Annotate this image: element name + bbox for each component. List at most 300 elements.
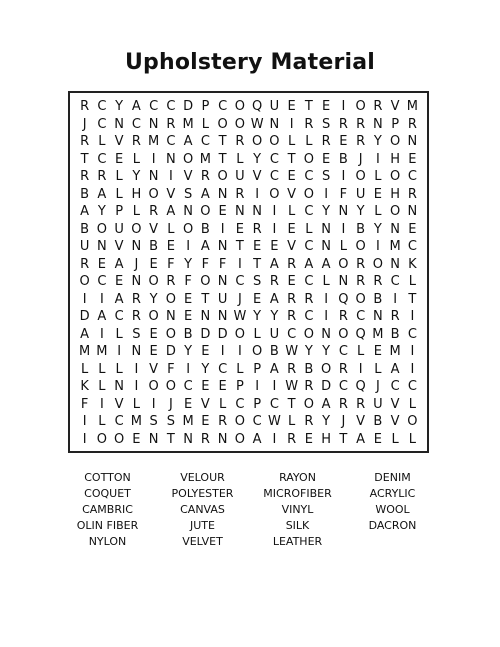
grid-cell[interactable]: E: [201, 344, 210, 360]
grid-cell[interactable]: R: [200, 431, 210, 447]
grid-cell[interactable]: A: [80, 326, 90, 342]
grid-cell[interactable]: E: [253, 291, 262, 307]
grid-cell[interactable]: R: [131, 291, 141, 307]
grid-cell[interactable]: Q: [355, 379, 366, 395]
grid-cell[interactable]: E: [149, 256, 158, 272]
grid-cell[interactable]: T: [218, 151, 227, 167]
grid-cell[interactable]: L: [339, 239, 347, 255]
grid-cell[interactable]: Y: [373, 134, 382, 150]
grid-cell[interactable]: I: [82, 414, 87, 430]
grid-cell[interactable]: A: [356, 431, 366, 447]
grid-cell[interactable]: R: [338, 396, 348, 412]
grid-cell[interactable]: O: [355, 99, 366, 115]
grid-cell[interactable]: C: [338, 379, 348, 395]
grid-cell[interactable]: I: [237, 256, 242, 272]
grid-cell[interactable]: J: [134, 256, 139, 272]
grid-cell[interactable]: C: [149, 99, 159, 115]
grid-cell[interactable]: I: [341, 99, 346, 115]
grid-cell[interactable]: H: [390, 186, 401, 202]
grid-cell[interactable]: C: [97, 151, 107, 167]
grid-cell[interactable]: C: [252, 414, 262, 430]
grid-cell[interactable]: E: [149, 344, 158, 360]
grid-cell[interactable]: P: [115, 204, 124, 220]
grid-cell[interactable]: R: [287, 361, 297, 377]
grid-cell[interactable]: W: [250, 116, 264, 132]
grid-cell[interactable]: A: [200, 186, 210, 202]
grid-cell[interactable]: C: [338, 344, 348, 360]
grid-cell[interactable]: I: [289, 116, 294, 132]
grid-cell[interactable]: E: [373, 344, 382, 360]
grid-cell[interactable]: N: [338, 274, 349, 290]
grid-cell[interactable]: R: [235, 134, 245, 150]
grid-cell[interactable]: F: [80, 396, 89, 412]
grid-cell[interactable]: O: [165, 326, 176, 342]
grid-cell[interactable]: Y: [356, 204, 365, 220]
grid-cell[interactable]: C: [269, 169, 279, 185]
grid-cell[interactable]: L: [305, 134, 313, 150]
grid-cell[interactable]: O: [148, 186, 159, 202]
grid-cell[interactable]: U: [269, 99, 280, 115]
grid-cell[interactable]: I: [375, 239, 380, 255]
grid-cell[interactable]: E: [287, 221, 296, 237]
grid-cell[interactable]: O: [355, 291, 366, 307]
grid-cell[interactable]: U: [235, 169, 245, 185]
grid-cell[interactable]: I: [117, 344, 122, 360]
grid-cell[interactable]: L: [115, 186, 123, 202]
grid-cell[interactable]: R: [287, 291, 297, 307]
grid-cell[interactable]: W: [285, 344, 299, 360]
grid-cell[interactable]: N: [166, 309, 176, 325]
grid-cell[interactable]: M: [96, 344, 108, 360]
grid-cell[interactable]: Y: [322, 414, 331, 430]
grid-cell[interactable]: M: [182, 414, 194, 430]
grid-cell[interactable]: O: [303, 396, 314, 412]
grid-cell[interactable]: V: [390, 414, 400, 430]
grid-cell[interactable]: N: [321, 221, 331, 237]
grid-cell[interactable]: A: [321, 256, 331, 272]
grid-cell[interactable]: M: [389, 239, 401, 255]
grid-cell[interactable]: O: [165, 291, 176, 307]
grid-cell[interactable]: P: [201, 99, 210, 115]
grid-cell[interactable]: O: [390, 204, 401, 220]
grid-cell[interactable]: T: [201, 291, 210, 307]
grid-cell[interactable]: K: [80, 379, 89, 395]
grid-cell[interactable]: I: [186, 239, 191, 255]
grid-cell[interactable]: E: [408, 151, 417, 167]
grid-cell[interactable]: C: [304, 204, 314, 220]
grid-cell[interactable]: Y: [184, 256, 193, 272]
grid-cell[interactable]: O: [372, 256, 383, 272]
grid-cell[interactable]: N: [183, 431, 193, 447]
grid-cell[interactable]: R: [287, 256, 297, 272]
grid-cell[interactable]: I: [186, 361, 191, 377]
grid-cell[interactable]: T: [287, 396, 296, 412]
grid-cell[interactable]: I: [151, 396, 156, 412]
grid-cell[interactable]: O: [234, 431, 245, 447]
grid-cell[interactable]: N: [407, 134, 418, 150]
grid-cell[interactable]: R: [338, 361, 348, 377]
grid-cell[interactable]: R: [356, 134, 366, 150]
grid-cell[interactable]: O: [217, 116, 228, 132]
grid-cell[interactable]: A: [269, 361, 279, 377]
grid-cell[interactable]: A: [114, 256, 124, 272]
grid-cell[interactable]: D: [321, 379, 332, 395]
grid-cell[interactable]: R: [80, 256, 90, 272]
grid-cell[interactable]: Y: [132, 169, 141, 185]
grid-cell[interactable]: E: [373, 186, 382, 202]
grid-cell[interactable]: B: [356, 221, 366, 237]
grid-cell[interactable]: V: [356, 414, 366, 430]
grid-cell[interactable]: T: [235, 239, 244, 255]
grid-cell[interactable]: O: [183, 221, 194, 237]
grid-cell[interactable]: T: [408, 291, 417, 307]
grid-cell[interactable]: M: [79, 344, 91, 360]
grid-cell[interactable]: C: [407, 326, 417, 342]
grid-cell[interactable]: S: [252, 274, 262, 290]
grid-cell[interactable]: R: [304, 379, 314, 395]
grid-cell[interactable]: V: [149, 221, 159, 237]
grid-cell[interactable]: M: [372, 326, 384, 342]
grid-cell[interactable]: O: [148, 309, 159, 325]
grid-cell[interactable]: D: [165, 344, 176, 360]
grid-cell[interactable]: N: [321, 239, 331, 255]
grid-cell[interactable]: F: [184, 274, 192, 290]
grid-cell[interactable]: R: [338, 116, 348, 132]
grid-cell[interactable]: E: [218, 204, 227, 220]
grid-cell[interactable]: U: [373, 396, 383, 412]
grid-cell[interactable]: I: [375, 151, 380, 167]
grid-cell[interactable]: D: [183, 99, 194, 115]
grid-cell[interactable]: O: [269, 134, 280, 150]
grid-cell[interactable]: O: [234, 116, 245, 132]
grid-cell[interactable]: E: [287, 274, 296, 290]
grid-cell[interactable]: R: [80, 134, 90, 150]
grid-cell[interactable]: I: [410, 344, 415, 360]
grid-cell[interactable]: A: [304, 256, 314, 272]
grid-cell[interactable]: O: [355, 169, 366, 185]
grid-cell[interactable]: N: [217, 186, 228, 202]
grid-cell[interactable]: N: [183, 204, 193, 220]
grid-cell[interactable]: J: [341, 414, 346, 430]
grid-cell[interactable]: E: [97, 256, 106, 272]
grid-cell[interactable]: Y: [115, 99, 124, 115]
grid-cell[interactable]: L: [305, 221, 313, 237]
grid-cell[interactable]: C: [235, 274, 245, 290]
grid-cell[interactable]: R: [304, 414, 314, 430]
grid-cell[interactable]: Y: [304, 344, 313, 360]
grid-cell[interactable]: S: [321, 116, 331, 132]
grid-cell[interactable]: N: [217, 239, 228, 255]
grid-cell[interactable]: O: [183, 151, 194, 167]
grid-cell[interactable]: E: [184, 309, 193, 325]
grid-cell[interactable]: N: [148, 169, 159, 185]
grid-cell[interactable]: C: [304, 274, 314, 290]
grid-cell[interactable]: R: [373, 99, 383, 115]
grid-cell[interactable]: M: [389, 344, 401, 360]
grid-cell[interactable]: R: [287, 431, 297, 447]
grid-cell[interactable]: O: [338, 326, 349, 342]
grid-cell[interactable]: E: [184, 396, 193, 412]
grid-cell[interactable]: A: [131, 99, 141, 115]
grid-cell[interactable]: O: [303, 151, 314, 167]
grid-cell[interactable]: I: [324, 186, 329, 202]
grid-cell[interactable]: E: [235, 221, 244, 237]
grid-cell[interactable]: R: [166, 116, 176, 132]
grid-cell[interactable]: E: [339, 134, 348, 150]
grid-cell[interactable]: E: [322, 99, 331, 115]
grid-cell[interactable]: R: [200, 169, 210, 185]
grid-cell[interactable]: N: [217, 274, 228, 290]
grid-cell[interactable]: O: [217, 169, 228, 185]
grid-cell[interactable]: M: [182, 116, 194, 132]
grid-cell[interactable]: P: [253, 396, 262, 412]
grid-cell[interactable]: C: [390, 274, 400, 290]
grid-cell[interactable]: B: [200, 221, 210, 237]
grid-cell[interactable]: L: [98, 134, 106, 150]
grid-cell[interactable]: I: [237, 344, 242, 360]
grid-cell[interactable]: O: [165, 379, 176, 395]
grid-cell[interactable]: C: [407, 169, 417, 185]
grid-cell[interactable]: N: [390, 221, 400, 237]
grid-cell[interactable]: L: [132, 204, 140, 220]
grid-cell[interactable]: C: [304, 309, 314, 325]
grid-cell[interactable]: I: [272, 431, 277, 447]
grid-cell[interactable]: Q: [252, 99, 263, 115]
grid-cell[interactable]: R: [97, 169, 107, 185]
grid-cell[interactable]: N: [235, 204, 245, 220]
grid-cell[interactable]: S: [183, 186, 193, 202]
grid-cell[interactable]: I: [272, 221, 277, 237]
grid-cell[interactable]: I: [341, 169, 346, 185]
grid-cell[interactable]: H: [131, 186, 142, 202]
grid-cell[interactable]: N: [131, 239, 142, 255]
grid-cell[interactable]: L: [132, 396, 140, 412]
grid-cell[interactable]: M: [130, 414, 142, 430]
grid-cell[interactable]: B: [373, 414, 383, 430]
grid-cell[interactable]: L: [236, 361, 244, 377]
grid-cell[interactable]: L: [408, 396, 416, 412]
grid-cell[interactable]: R: [407, 116, 417, 132]
grid-cell[interactable]: L: [98, 414, 106, 430]
grid-cell[interactable]: O: [338, 256, 349, 272]
grid-cell[interactable]: T: [80, 151, 89, 167]
grid-cell[interactable]: C: [218, 361, 228, 377]
grid-cell[interactable]: S: [321, 169, 331, 185]
grid-cell[interactable]: I: [255, 379, 260, 395]
grid-cell[interactable]: L: [322, 274, 330, 290]
grid-cell[interactable]: L: [132, 151, 140, 167]
grid-cell[interactable]: I: [151, 151, 156, 167]
grid-cell[interactable]: R: [356, 274, 366, 290]
grid-cell[interactable]: L: [288, 204, 296, 220]
grid-cell[interactable]: R: [166, 274, 176, 290]
grid-cell[interactable]: E: [149, 326, 158, 342]
grid-cell[interactable]: N: [407, 204, 418, 220]
grid-cell[interactable]: O: [355, 239, 366, 255]
grid-cell[interactable]: C: [269, 396, 279, 412]
grid-cell[interactable]: N: [217, 309, 228, 325]
grid-cell[interactable]: L: [167, 221, 175, 237]
grid-cell[interactable]: F: [339, 186, 348, 202]
grid-cell[interactable]: S: [132, 326, 141, 342]
grid-cell[interactable]: I: [99, 396, 104, 412]
grid-cell[interactable]: L: [98, 361, 106, 377]
grid-cell[interactable]: I: [410, 361, 415, 377]
grid-cell[interactable]: C: [304, 169, 314, 185]
grid-cell[interactable]: L: [201, 116, 209, 132]
grid-cell[interactable]: L: [408, 274, 416, 290]
grid-cell[interactable]: E: [166, 239, 175, 255]
grid-cell[interactable]: N: [373, 116, 383, 132]
grid-cell[interactable]: H: [321, 431, 332, 447]
grid-cell[interactable]: V: [390, 396, 400, 412]
grid-cell[interactable]: C: [166, 99, 176, 115]
grid-cell[interactable]: B: [269, 344, 279, 360]
grid-cell[interactable]: L: [115, 361, 123, 377]
grid-cell[interactable]: U: [355, 186, 366, 202]
grid-cell[interactable]: N: [97, 239, 107, 255]
grid-cell[interactable]: L: [288, 414, 296, 430]
grid-cell[interactable]: D: [217, 326, 228, 342]
grid-cell[interactable]: R: [235, 186, 245, 202]
grid-cell[interactable]: C: [287, 326, 297, 342]
grid-cell[interactable]: A: [269, 291, 279, 307]
grid-cell[interactable]: O: [148, 379, 159, 395]
grid-cell[interactable]: M: [199, 151, 211, 167]
grid-cell[interactable]: I: [99, 326, 104, 342]
grid-cell[interactable]: T: [166, 431, 175, 447]
grid-cell[interactable]: B: [183, 326, 193, 342]
grid-cell[interactable]: C: [114, 309, 124, 325]
grid-cell[interactable]: E: [201, 414, 210, 430]
grid-cell[interactable]: N: [200, 309, 211, 325]
grid-cell[interactable]: B: [304, 361, 314, 377]
grid-cell[interactable]: J: [168, 396, 173, 412]
grid-cell[interactable]: I: [99, 291, 104, 307]
grid-cell[interactable]: R: [80, 169, 90, 185]
grid-cell[interactable]: L: [115, 326, 123, 342]
grid-cell[interactable]: N: [390, 256, 400, 272]
grid-cell[interactable]: Y: [322, 204, 331, 220]
grid-cell[interactable]: O: [114, 431, 125, 447]
grid-cell[interactable]: I: [341, 221, 346, 237]
grid-cell[interactable]: Q: [355, 326, 366, 342]
grid-cell[interactable]: O: [269, 186, 280, 202]
grid-cell[interactable]: C: [356, 309, 366, 325]
grid-cell[interactable]: V: [390, 99, 400, 115]
grid-cell[interactable]: N: [131, 274, 142, 290]
grid-cell[interactable]: R: [304, 116, 314, 132]
grid-cell[interactable]: R: [287, 309, 297, 325]
grid-cell[interactable]: B: [149, 239, 159, 255]
grid-cell[interactable]: L: [219, 396, 227, 412]
grid-cell[interactable]: C: [407, 379, 417, 395]
grid-cell[interactable]: J: [237, 291, 242, 307]
grid-cell[interactable]: R: [338, 309, 348, 325]
grid-cell[interactable]: D: [200, 326, 211, 342]
grid-cell[interactable]: A: [166, 204, 176, 220]
grid-cell[interactable]: U: [217, 291, 228, 307]
grid-cell[interactable]: T: [287, 151, 296, 167]
grid-cell[interactable]: C: [200, 134, 210, 150]
grid-cell[interactable]: N: [166, 151, 176, 167]
grid-cell[interactable]: L: [374, 169, 382, 185]
grid-cell[interactable]: U: [269, 326, 280, 342]
grid-cell[interactable]: A: [97, 309, 107, 325]
grid-cell[interactable]: O: [200, 204, 211, 220]
grid-cell[interactable]: R: [321, 134, 331, 150]
grid-cell[interactable]: R: [218, 414, 228, 430]
grid-cell[interactable]: F: [167, 256, 175, 272]
grid-cell[interactable]: N: [114, 116, 124, 132]
grid-cell[interactable]: O: [390, 134, 401, 150]
grid-cell[interactable]: L: [115, 169, 123, 185]
grid-cell[interactable]: C: [407, 239, 417, 255]
grid-cell[interactable]: I: [393, 291, 398, 307]
grid-cell[interactable]: O: [303, 186, 314, 202]
grid-cell[interactable]: I: [410, 309, 415, 325]
grid-cell[interactable]: N: [217, 431, 228, 447]
grid-cell[interactable]: Y: [253, 151, 262, 167]
grid-cell[interactable]: I: [324, 291, 329, 307]
grid-cell[interactable]: R: [304, 291, 314, 307]
grid-cell[interactable]: U: [79, 239, 90, 255]
grid-cell[interactable]: C: [390, 379, 400, 395]
grid-cell[interactable]: O: [407, 414, 418, 430]
grid-cell[interactable]: O: [252, 134, 263, 150]
grid-cell[interactable]: L: [98, 379, 106, 395]
grid-cell[interactable]: N: [321, 326, 331, 342]
grid-cell[interactable]: E: [201, 379, 210, 395]
grid-cell[interactable]: V: [114, 239, 124, 255]
grid-cell[interactable]: F: [201, 256, 210, 272]
grid-cell[interactable]: N: [338, 204, 349, 220]
grid-cell[interactable]: F: [218, 256, 227, 272]
grid-cell[interactable]: E: [184, 291, 193, 307]
grid-cell[interactable]: S: [149, 414, 158, 430]
grid-cell[interactable]: C: [183, 379, 193, 395]
grid-cell[interactable]: A: [114, 291, 124, 307]
grid-cell[interactable]: O: [321, 361, 332, 377]
grid-cell[interactable]: Y: [184, 344, 193, 360]
grid-cell[interactable]: L: [374, 204, 382, 220]
grid-cell[interactable]: I: [134, 379, 139, 395]
grid-cell[interactable]: R: [356, 116, 366, 132]
grid-cell[interactable]: L: [408, 431, 416, 447]
grid-cell[interactable]: E: [270, 239, 279, 255]
grid-cell[interactable]: C: [304, 239, 314, 255]
grid-cell[interactable]: V: [114, 396, 124, 412]
grid-cell[interactable]: V: [252, 169, 262, 185]
grid-cell[interactable]: V: [200, 396, 210, 412]
grid-cell[interactable]: F: [167, 361, 175, 377]
grid-cell[interactable]: W: [285, 379, 299, 395]
grid-cell[interactable]: E: [373, 431, 382, 447]
grid-cell[interactable]: R: [252, 221, 262, 237]
grid-cell[interactable]: I: [272, 379, 277, 395]
grid-cell[interactable]: I: [82, 431, 87, 447]
grid-cell[interactable]: Y: [97, 204, 106, 220]
grid-cell[interactable]: P: [253, 361, 262, 377]
grid-cell[interactable]: Y: [253, 309, 262, 325]
grid-cell[interactable]: A: [252, 431, 262, 447]
grid-cell[interactable]: T: [339, 431, 348, 447]
grid-cell[interactable]: L: [288, 134, 296, 150]
grid-cell[interactable]: A: [321, 396, 331, 412]
grid-cell[interactable]: C: [166, 134, 176, 150]
grid-cell[interactable]: B: [390, 326, 400, 342]
grid-cell[interactable]: N: [252, 204, 262, 220]
